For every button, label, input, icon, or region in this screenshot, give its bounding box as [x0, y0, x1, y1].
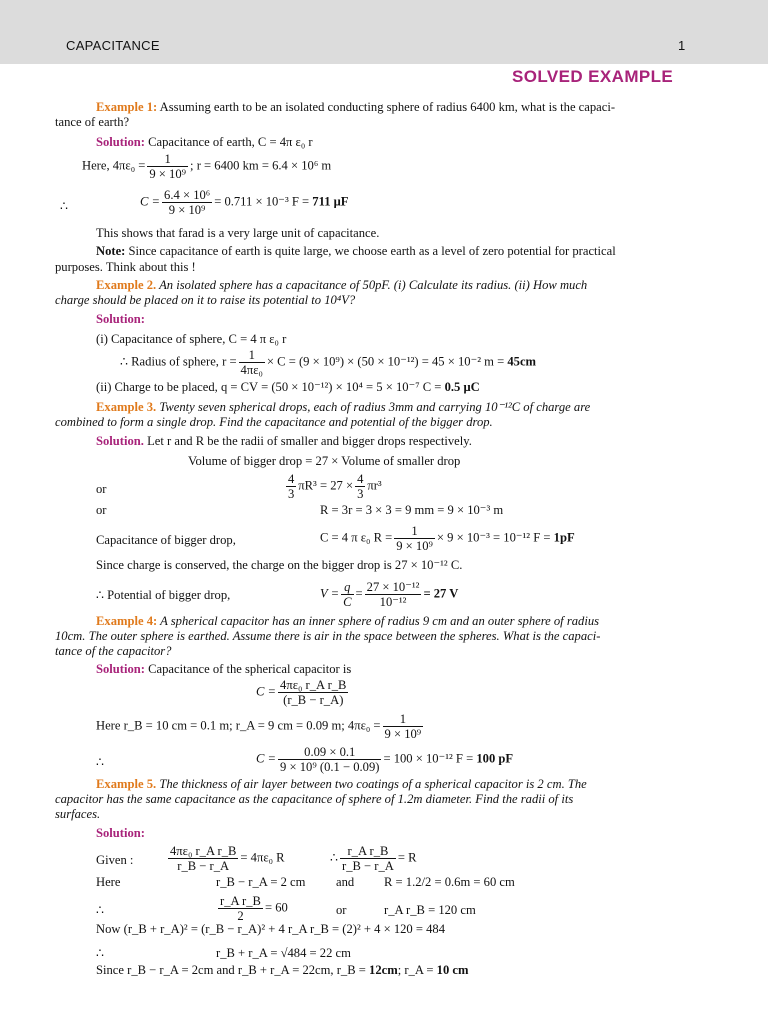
ex5-given-eq-2: [330, 844, 417, 873]
ex3-q-a: Twenty seven spherical drops, each of radius 3mm and carrying 10⁻¹²C of charge are: [156, 400, 591, 414]
ex2-l3: (ii) Charge to be placed, q = CV = (50 × 10⁻¹²) × 10⁴ = 5 × 10⁻⁷ C =: [96, 380, 442, 394]
ex4-h-den: 9 × 10⁹: [384, 727, 422, 741]
ex4-c2-num: 0.09 × 0.1: [278, 745, 381, 760]
ex3-sol-label: Solution.: [96, 434, 144, 448]
ex2-f-den: 4πε₀: [240, 363, 263, 377]
ex5-g2-den: r_B − r_A: [342, 859, 394, 873]
ex1-f1-num: 1: [147, 152, 188, 167]
ex3-question: [96, 400, 590, 415]
ex1-c-eq: C =: [140, 194, 161, 209]
ex3-q-den: C: [343, 595, 352, 609]
ex4-here-frac: [383, 712, 424, 741]
ex3-eq-2: R = 3r = 3 × 3 = 9 mm = 9 × 10⁻³ m: [320, 503, 504, 517]
ex5-since: [96, 963, 469, 978]
ex3-f43a-num: 4: [288, 472, 295, 486]
ex1-f2-num: 6.4 × 10⁶: [164, 188, 211, 202]
therefore-4: ∴: [96, 755, 105, 769]
therefore-5b: ∴: [96, 946, 105, 960]
ex3-cap-den: 9 × 10⁹: [396, 539, 433, 553]
ex3-f43b-num: 4: [357, 472, 364, 486]
ex3-q-frac: [341, 580, 353, 609]
ex2-q-a: An isolated sphere has a capacitance of 50pF. (i) Calculate its radius. (ii) How much: [156, 278, 588, 292]
ex1-question-text-a: Assuming earth to be an isolated conducting sphere of radius 6400 km, what is the capaci-: [157, 100, 616, 114]
ex3-frac-43a: [286, 472, 296, 501]
ex3-v-den: 10⁻¹²: [379, 595, 407, 609]
ex4-frac-2: [278, 745, 381, 774]
ex3-eq1a: πR³ = 27 ×: [298, 478, 354, 493]
ex3-q-b: combined to form a single drop. Find the capacitance and potential of the bigger drop.: [55, 415, 493, 429]
ex4-c2-eq: [256, 745, 513, 774]
ex1-question-b: tance of earth?: [55, 115, 130, 129]
ex1-sol-label: Solution:: [96, 135, 145, 149]
ex2-l3-bold: 0.5 μC: [444, 380, 480, 394]
ex2-sol-label: Solution:: [96, 312, 145, 326]
ex3-f43a-den: 3: [288, 487, 295, 501]
ex1-farad-line: This shows that farad is a very large unit of capacitance.: [96, 226, 380, 240]
ex5-since-mid: ; r_A =: [397, 963, 434, 977]
ex4-c2-bold: 100 pF: [476, 751, 514, 766]
ex5-g2-num: r_A r_B: [340, 844, 396, 859]
ex4-c-eq-a: C =: [256, 684, 277, 699]
ex3-pot-eq: V = $\frac{q}{C}$ = $\frac{\text{27 × 10⁻¹²}}{\text{10⁻¹²}}$ = 27 V: [320, 580, 459, 609]
ex5-g2-tail: = R: [397, 850, 417, 865]
ex1-note-a: Since capacitance of earth is quite large, we choose earth as a level of zero potential for practical: [125, 244, 616, 258]
ex3-eq1b: πr³: [367, 478, 382, 493]
ex1-fraction-2: [162, 188, 212, 217]
ex5-t1-frac: [218, 894, 263, 923]
ex3-v-frac: [365, 580, 422, 609]
ex4-q-b: 10cm. The outer sphere is earthed. Assume there is air in the space between the spheres. What is the capaci-: [55, 629, 601, 643]
ex2-question: [96, 278, 587, 293]
ex5-t1-den: 2: [237, 909, 244, 923]
ex1-note-b: purposes. Think about this !: [55, 260, 196, 274]
ex5-given-eq-1: [166, 844, 285, 873]
therefore-5a: ∴: [96, 903, 105, 917]
chapter-title: CAPACITANCE: [66, 38, 160, 53]
ex1-c-result: = 0.711 × 10⁻³ F =: [214, 194, 310, 209]
ex1-here-line: [82, 152, 331, 181]
ex5-g1-tail: = 4πε₀ R: [240, 850, 285, 865]
ex2-l2b: × C = (9 × 10⁹) × (50 × 10⁻¹²) = 45 × 10⁻² m =: [266, 354, 505, 369]
ex3-cap-num: 1: [394, 524, 435, 539]
ex5-g2-pre: ∴: [330, 850, 339, 865]
ex4-label: Example 4:: [96, 614, 158, 628]
ex3-cap-bold: 1pF: [553, 530, 575, 545]
ex3-conserved: Since charge is conserved, the charge on the bigger drop is 27 × 10⁻¹² C.: [96, 558, 463, 572]
ex1-label: Example 1:: [96, 100, 158, 114]
ex4-here: [96, 712, 425, 741]
ex4-c-eq: [256, 678, 350, 707]
ex1-fraction-1: [147, 152, 188, 181]
ex5-now: Now (r_B + r_A)² = (r_B − r_A)² + 4 r_A r_B = (2)² + 4 × 120 = 484: [96, 922, 446, 936]
ex5-t2: r_A r_B = 120 cm: [384, 903, 476, 917]
ex5-g1-num: 4πε₀ r_A r_B: [170, 844, 237, 858]
ex3-or-1: or: [96, 482, 107, 496]
ex5-q-a: The thickness of air layer between two coatings of a spherical capacitor is 2 cm. The: [156, 777, 587, 791]
ex3-cap-tail: × 9 × 10⁻³ = 10⁻¹² F =: [436, 530, 551, 545]
section-title: SOLVED EXAMPLE: [512, 67, 674, 86]
ex5-g1-frac: [168, 844, 238, 873]
ex4-c2-tail: = 100 × 10⁻¹² F =: [383, 751, 474, 766]
ex1-note: [96, 244, 616, 259]
ex3-cap-label: Capacitance of bigger drop,: [96, 533, 236, 547]
ex5-since-b2: 10 cm: [436, 963, 469, 977]
ex5-g1-den: r_B − r_A: [177, 859, 230, 873]
ex2-fraction: [239, 348, 265, 377]
ex5-t1-tail: = 60: [264, 900, 288, 915]
ex3-q-num: q: [341, 580, 353, 595]
page-number: 1: [678, 38, 686, 53]
ex4-q-a: A spherical capacitor has an inner sphere of radius 9 cm and an outer sphere of radius: [157, 614, 600, 628]
ex1-c-bold: 711 μF: [312, 194, 349, 209]
ex4-here-a: Here r_B = 10 cm = 0.1 m; r_A = 9 cm = 0.09 m; 4πε₀ =: [96, 718, 381, 733]
ex1-here: Here, 4πε₀ =: [82, 158, 146, 173]
ex2-line-3: [96, 380, 480, 395]
ex4-solution: [96, 662, 351, 677]
ex5-q-b: capacitor has the same capacitance as the capacitance of sphere of 1.2m diameter. Find the radii of its: [55, 792, 574, 806]
ex3-label: Example 3.: [96, 400, 157, 414]
ex1-solution: [96, 135, 313, 150]
ex4-question: [96, 614, 599, 629]
ex4-q-c: tance of the capacitor?: [55, 644, 172, 658]
ex5-question: [96, 777, 587, 792]
ex3-pot-bold: = 27 V: [423, 586, 459, 601]
ex4-h-num: 1: [383, 712, 424, 727]
ex1-note-label: Note:: [96, 244, 126, 258]
ex5-here: Here: [96, 875, 121, 889]
ex3-v-num: 27 × 10⁻¹²: [366, 580, 420, 594]
ex4-sol-label: Solution:: [96, 662, 145, 676]
ex4-f1-den: (r_B − r_A): [283, 693, 344, 707]
ex2-line-2: [120, 348, 536, 377]
ex5-t1-num: r_A r_B: [220, 894, 261, 908]
page-header: [0, 0, 768, 64]
ex1-c-line: [140, 188, 348, 217]
ex3-frac-43b: [355, 472, 365, 501]
ex3-or-2: or: [96, 503, 107, 517]
ex4-sol-text: Capacitance of the spherical capacitor is: [145, 662, 352, 676]
ex5-t1: [216, 894, 288, 923]
ex5-g2-frac: [340, 844, 396, 873]
ex5-h1: r_B − r_A = 2 cm: [216, 875, 306, 889]
ex3-solution: [96, 434, 472, 449]
ex5-and: and: [336, 875, 355, 889]
ex2-l2-bold: 45cm: [507, 354, 537, 369]
ex4-f1-num: 4πε₀ r_A r_B: [280, 678, 347, 692]
ex3-sol-text: Let r and R be the radii of smaller and bigger drops respectively.: [143, 434, 472, 448]
ex3-pot-label: ∴ Potential of bigger drop,: [96, 588, 231, 602]
ex1-question: [96, 100, 615, 115]
ex5-q-c: surfaces.: [55, 807, 101, 821]
ex3-eq-1: [284, 472, 382, 501]
ex3-f43b-den: 3: [357, 487, 364, 501]
ex5-h2: R = 1.2/2 = 0.6m = 60 cm: [384, 875, 515, 889]
ex1-f2-den: 9 × 10⁹: [168, 203, 206, 217]
ex5-since-b1: 12cm: [369, 963, 398, 977]
ex5-label: Example 5.: [96, 777, 157, 791]
ex3-cap-eq-a: C = 4 π ε₀ R =: [320, 530, 393, 545]
ex1-here-tail: ; r = 6400 km = 6.4 × 10⁶ m: [190, 158, 332, 173]
ex3-cap-frac: [394, 524, 435, 553]
ex2-f-num: 1: [239, 348, 265, 363]
ex3-pot-eq-a: V =: [320, 586, 340, 601]
ex5-sol-label: Solution:: [96, 826, 145, 840]
ex3-volume: Volume of bigger drop = 27 × Volume of smaller drop: [188, 454, 461, 468]
ex2-label: Example 2.: [96, 278, 157, 292]
therefore-1: ∴: [60, 199, 69, 213]
ex4-frac-1: [278, 678, 348, 707]
ex5-since-a: Since r_B − r_A = 2cm and r_B + r_A = 22cm, r_B =: [96, 963, 366, 977]
ex5-or: or: [336, 903, 347, 917]
ex5-given: Given :: [96, 853, 134, 867]
ex2-line-1: (i) Capacitance of sphere, C = 4 π ε₀ r: [96, 332, 287, 346]
ex4-c2-den: 9 × 10⁹ (0.1 − 0.09): [280, 760, 380, 774]
ex2-q-b: charge should be placed on it to raise its potential to 10⁴V?: [55, 293, 356, 307]
ex1-f1-den: 9 × 10⁹: [149, 167, 187, 181]
ex4-c2-a: C =: [256, 751, 277, 766]
ex2-l2a: ∴ Radius of sphere, r =: [120, 354, 237, 369]
ex5-sqrt: r_B + r_A = √484 = 22 cm: [216, 946, 351, 960]
ex3-cap-eq: [320, 524, 575, 553]
ex1-sol-text: Capacitance of earth, C = 4π ε₀ r: [145, 135, 313, 149]
